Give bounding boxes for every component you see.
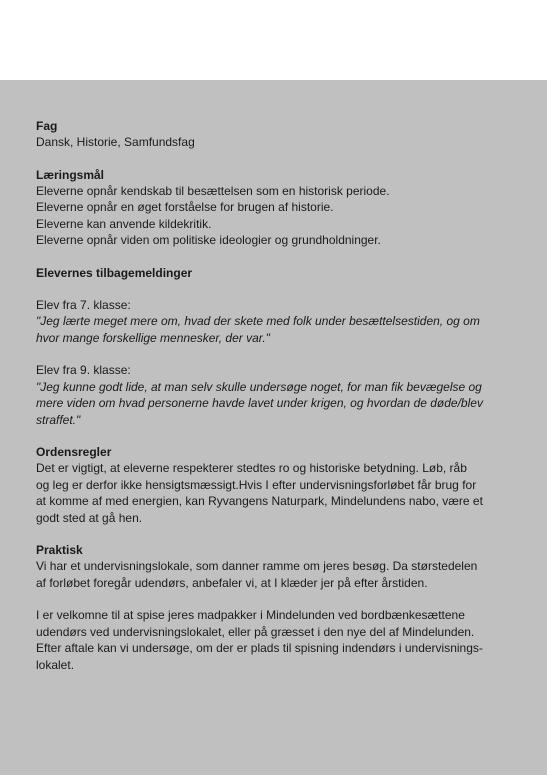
- ordensregler-line: Det er vigtigt, at eleverne respekterer stedtes ro og historiske betydning. Løb, råb: [36, 461, 467, 475]
- praktisk-line: Efter aftale kan vi undersøge, om der er plads til spisning indendørs i undervisnings-: [36, 641, 483, 655]
- ordensregler-heading: Ordensregler: [36, 445, 112, 459]
- quote-label-9: Elev fra 9. klasse:: [36, 363, 131, 377]
- tilbagemeldinger-heading: Elevernes tilbagemeldinger: [36, 265, 193, 280]
- praktisk-line: af forløbet foregår udendørs, anbefaler vi, at I klæder jer på efter årstiden.: [36, 575, 428, 590]
- praktisk-line: I er velkomne til at spise jeres madpakker i Mindelunden ved bordbænkesættene: [36, 608, 465, 622]
- quote-label-7: Elev fra 7. klasse:: [36, 297, 131, 312]
- laeringsmaal-item: Eleverne opnår kendskab til besættelsen som en historisk periode.: [36, 183, 390, 198]
- ordensregler-line: godt sted at gå hen.: [36, 510, 143, 525]
- praktisk-line: udendørs ved undervisningslokalet, eller på græsset i den nye del af Mindelunden.: [36, 624, 475, 639]
- quote-line: "Jeg kunne godt lide, at man selv skulle undersøge noget, for man fik bevægelse og: [36, 379, 482, 394]
- section-praktisk: [36, 542, 521, 673]
- quote-line: straffet.": [36, 412, 81, 427]
- fag-text: Dansk, Historie, Samfundsfag: [36, 135, 195, 149]
- section-tilbagemeldinger: [36, 265, 521, 429]
- ordensregler-line: og leg er derfor ikke hensigtsmæssigt.Hvis I efter undervisningsforløbet får brug for: [36, 477, 477, 492]
- section-fag: [36, 118, 521, 151]
- laeringsmaal-heading: Læringsmål: [36, 167, 105, 182]
- fag-heading: Fag: [36, 119, 58, 133]
- praktisk-heading: Praktisk: [36, 543, 83, 557]
- praktisk-line: lokalet.: [36, 657, 75, 672]
- quote-line: mere viden om hvad personerne havde lavet under krigen, og hvordan de døde/blev: [36, 396, 483, 410]
- info-panel: [0, 80, 547, 775]
- laeringsmaal-item: Eleverne opnår viden om politiske ideologier og grundholdninger.: [36, 233, 381, 247]
- praktisk-line: Vi har et undervisningslokale, som danner ramme om jeres besøg. Da størstedelen: [36, 559, 478, 573]
- quote-line: hvor mange forskellige mennesker, der var.": [36, 330, 270, 345]
- laeringsmaal-item: Eleverne kan anvende kildekritik.: [36, 216, 212, 231]
- section-laeringsmaal: [36, 167, 521, 249]
- ordensregler-line: at komme af med energien, kan Ryvangens Naturpark, Mindelundens nabo, være et: [36, 494, 483, 508]
- quote-line: "Jeg lærte meget mere om, hvad der skete med folk under besættelsestiden, og om: [36, 314, 480, 328]
- top-margin: [0, 0, 547, 80]
- section-ordensregler: [36, 444, 521, 526]
- laeringsmaal-item: Eleverne opnår en øget forståelse for brugen af historie.: [36, 200, 334, 214]
